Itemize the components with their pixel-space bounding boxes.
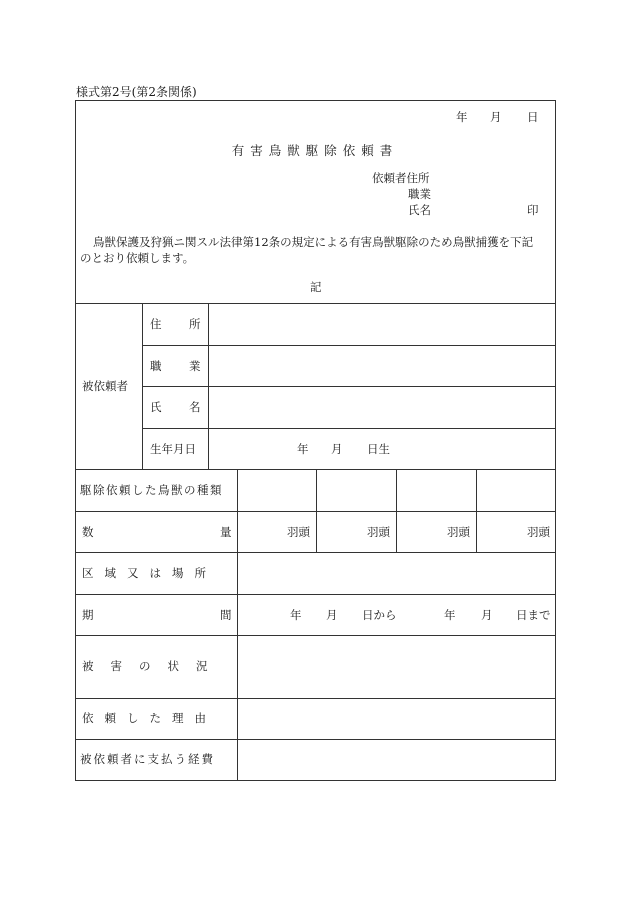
quantity-label-left: 数	[82, 525, 94, 539]
contractor-group-label: 被依頼者	[82, 379, 128, 393]
row-divider	[75, 552, 556, 553]
page-title: 有害鳥獣駆除依頼書	[231, 143, 399, 158]
period-from-year: 年	[290, 608, 302, 622]
contractor-birthdate-label: 生年月日	[150, 442, 196, 456]
species-label: 駆除依頼した鳥獣の種類	[80, 483, 223, 497]
reason-label: 依頼した理由	[82, 711, 217, 725]
row-divider	[142, 386, 556, 387]
form-number: 様式第2号(第2条関係)	[76, 85, 197, 99]
row-divider	[142, 428, 556, 429]
contractor-address-label: 住 所	[150, 317, 209, 331]
birth-month: 月	[331, 442, 343, 456]
row-divider	[75, 594, 556, 595]
birth-day: 日生	[367, 442, 390, 456]
period-label-left: 期	[82, 608, 94, 622]
body-text-line-1: 鳥獣保護及狩猟ニ関スル法律第12条の規定による有害鳥獣駆除のため鳥獣捕獲を下記	[93, 235, 534, 249]
requester-name-label: 氏名	[408, 203, 431, 217]
row-divider	[75, 739, 556, 740]
ki-note: 記	[310, 280, 322, 294]
period-from-month: 月	[326, 608, 338, 622]
period-from-day: 日から	[362, 608, 397, 622]
body-text-line-2: のとおり依頼します。	[80, 251, 195, 265]
column-divider	[396, 469, 397, 552]
period-to-month: 月	[481, 608, 493, 622]
date-month: 月	[490, 110, 502, 124]
date-day: 日	[527, 110, 539, 124]
quantity-label-right: 量	[220, 525, 232, 539]
area-label: 区域又は場所	[82, 566, 217, 580]
cost-label: 被依頼者に支払う経費	[80, 752, 215, 766]
quantity-unit: 羽頭	[447, 525, 470, 539]
damage-label: 被害の状況	[82, 659, 225, 673]
column-divider	[476, 469, 477, 552]
requester-address-label: 依頼者住所	[372, 171, 430, 185]
seal-mark: 印	[527, 203, 539, 217]
date-year: 年	[456, 110, 468, 124]
form-frame	[75, 100, 556, 781]
row-divider	[142, 345, 556, 346]
row-divider	[75, 303, 556, 304]
row-divider	[75, 635, 556, 636]
column-divider	[142, 303, 143, 469]
quantity-unit: 羽頭	[527, 525, 550, 539]
column-divider	[237, 469, 238, 781]
period-label-right: 間	[220, 608, 232, 622]
quantity-unit: 羽頭	[287, 525, 310, 539]
birth-year: 年	[297, 442, 309, 456]
quantity-unit: 羽頭	[367, 525, 390, 539]
contractor-name-label: 氏 名	[150, 400, 209, 414]
contractor-occupation-label: 職 業	[150, 359, 209, 373]
period-to-day: 日まで	[516, 608, 551, 622]
period-to-year: 年	[444, 608, 456, 622]
row-divider	[75, 698, 556, 699]
column-divider	[316, 469, 317, 552]
requester-occupation-label: 職業	[408, 187, 431, 201]
